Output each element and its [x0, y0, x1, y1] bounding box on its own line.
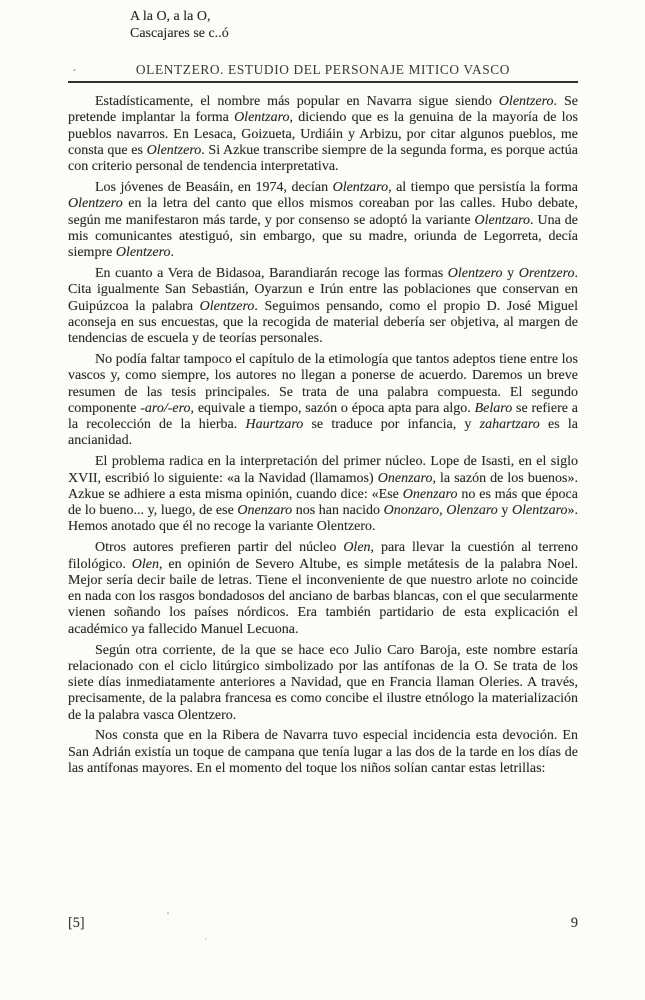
text-run: se refiere a la recolección de la hierba. — [68, 400, 579, 433]
italic-term: Haurtzaro — [245, 417, 304, 433]
text-run: , para llevar la cuestión al terreno filológico. — [68, 540, 579, 572]
italic-term: Belaro — [474, 400, 513, 416]
text-run: . Seguimos pensando, como el propio D. José Miguel aconseja en sus encuestas, que la recogida de material debería ser objetiva, al margen de tendencias de escuela y de teorías personales. — [68, 298, 578, 347]
italic-term: Olentzero — [115, 245, 171, 261]
text-run: , la sazón de los buenos». Azkue se adhiere a esta misma opinión, cuando dice: «Ese — [68, 470, 578, 502]
paragraph — [68, 643, 578, 724]
text-run: en la letra del canto que ellos mismos coreaban por las calles. Hubo debate, según me manifestaron más tarde, y por consenso se adoptó la variante — [68, 196, 578, 228]
verse-line: Cascajares se c..ó — [130, 25, 229, 41]
text-run: y — [497, 503, 513, 519]
text-run: Estadísticamente, el nombre más popular en Navarra sigue siendo — [95, 94, 499, 109]
italic-term: -aro/-ero — [140, 400, 191, 416]
text-run: no es más que época de lo bueno... y, luego, de ese — [68, 486, 578, 519]
italic-term: Olentzero — [447, 265, 503, 281]
text-run: Según otra corriente, de la que se hace eco Julio Caro Baroja, este nombre estaría relacionado con el ciclo litúrgico simbolizado por las antífonas de la O. Se trata de los siete días inmediatamente anteriores a Navidad, que en Francia llaman Oleries. A través, precisamente, de la palabra francesa es como concibe el ilustre etnólogo la materialización de la palabra vasca Olentzero. — [68, 642, 578, 723]
text-run: . — [170, 245, 175, 261]
text-run: ». Hemos anotado que él no recoge la variante Olentzero. — [68, 503, 579, 535]
italic-term: Olentzero — [199, 298, 255, 314]
text-run: . Cita igualmente San Sebastián, Oyarzun e Irún entre las poblaciones que conservan en Guipúzcoa la palabra — [68, 265, 579, 314]
text-run: . Una de mis comunicantes atestiguó, sin embargo, que su madre, oriunda de Legorreta, decía siempre — [68, 212, 578, 261]
italic-term: Olen — [343, 540, 371, 556]
italic-term: Olen — [131, 556, 160, 572]
italic-term: zahartzaro — [479, 417, 540, 433]
paragraph — [68, 728, 578, 777]
paragraph — [68, 454, 578, 535]
running-header-title: OLENTZERO. ESTUDIO DEL PERSONAJE MITICO VASCO — [135, 62, 511, 77]
body-text — [68, 94, 578, 782]
scan-speck — [167, 912, 169, 914]
text-run: Otros autores prefieren partir del núcleo — [95, 540, 344, 556]
text-run: Los jóvenes de Beasáin, en 1974, decían — [95, 179, 333, 195]
paragraph — [68, 94, 578, 175]
running-header — [68, 62, 578, 83]
text-run: El problema radica en la interpretación del primer núcleo. Lope de Isasti, en el siglo XVII, escribió lo siguiente: «a la Navidad (llamamos) — [68, 454, 578, 486]
text-run: En cuanto a Vera de Bidasoa, Barandiarán recoge las formas — [95, 265, 448, 281]
italic-term: Olentzaro — [474, 212, 530, 228]
page-number: 9 — [570, 915, 578, 931]
paragraph — [68, 540, 578, 638]
page-footer — [68, 915, 578, 932]
verse-block — [130, 9, 645, 43]
text-run: No podía faltar tampoco el capítulo de la etimología que tantos adeptos tiene entre los vascos y, como siempre, los autores no llegan a ponerse de acuerdo. Daremos un breve resumen de las tesis principales. Se trata de una palabra compuesta. El segundo componente — [68, 351, 578, 416]
italic-term: Olentzaro — [234, 110, 290, 126]
text-run: y — [502, 265, 519, 281]
scan-speck — [205, 938, 207, 940]
text-run: , al tiempo que persistía la forma — [388, 179, 579, 195]
gathering-mark: [5] — [68, 915, 85, 931]
italic-term: Olentzero — [68, 196, 123, 212]
italic-term: Olentzero — [498, 94, 554, 109]
text-run: nos han nacido — [292, 503, 384, 519]
italic-term: Olentzaro — [512, 503, 568, 519]
text-run: , en opinión de Severo Altube, es simple metátesis de la palabra Noel. Mejor sería decir baile de letras. Tiene el inconveniente de que nuestro arlote no coincide en nada con los rasgos bondadosos del anciano de barbas blancas, con el que secularmente vienen soñando los países nórdicos. Era también partidario de esta explicación el académico ya fallecido Manuel Lecuona. — [68, 556, 578, 637]
text-run: es la ancianidad. — [68, 417, 578, 449]
text-run: , — [439, 503, 447, 519]
verse-line: A la O, a la O, — [130, 9, 211, 24]
text-run: , equivale a tiempo, sazón o época apta para algo. — [190, 400, 475, 416]
paragraph — [68, 352, 578, 450]
italic-term: Orentzero — [518, 265, 575, 281]
italic-term: Ononzaro — [383, 503, 440, 519]
italic-term: Onenzaro — [377, 470, 433, 486]
text-run: . Se pretende implantar la forma — [68, 94, 579, 126]
italic-term: Onenzaro — [237, 503, 293, 519]
italic-term: Olentzaro — [332, 179, 389, 195]
italic-term: Olenzaro — [446, 503, 498, 519]
italic-term: Olentzero — [146, 142, 202, 158]
paragraph — [68, 180, 578, 261]
italic-term: Onenzaro — [402, 486, 458, 502]
paragraph — [68, 266, 578, 347]
text-run: , diciendo que es la genuina de la mayoría de los pueblos navarros. En Lesaca, Goizueta, Urdiáin y Arbizu, por citar algunos pueblos, me consta que es — [68, 110, 578, 158]
text-run: se traduce por infancia, y — [303, 417, 480, 433]
text-run: . Si Azkue transcribe siempre de la segunda forma, es porque actúa con criterio personal de tendencia interpretativa. — [68, 142, 578, 175]
text-run: Nos consta que en la Ribera de Navarra tuvo especial incidencia esta devoción. En San Adrián existía un toque de campana que tenía lugar a las dos de la tarde en los días de las antífonas mayores. En el momento del toque los niños solían cantar estas letrillas: — [68, 728, 578, 777]
